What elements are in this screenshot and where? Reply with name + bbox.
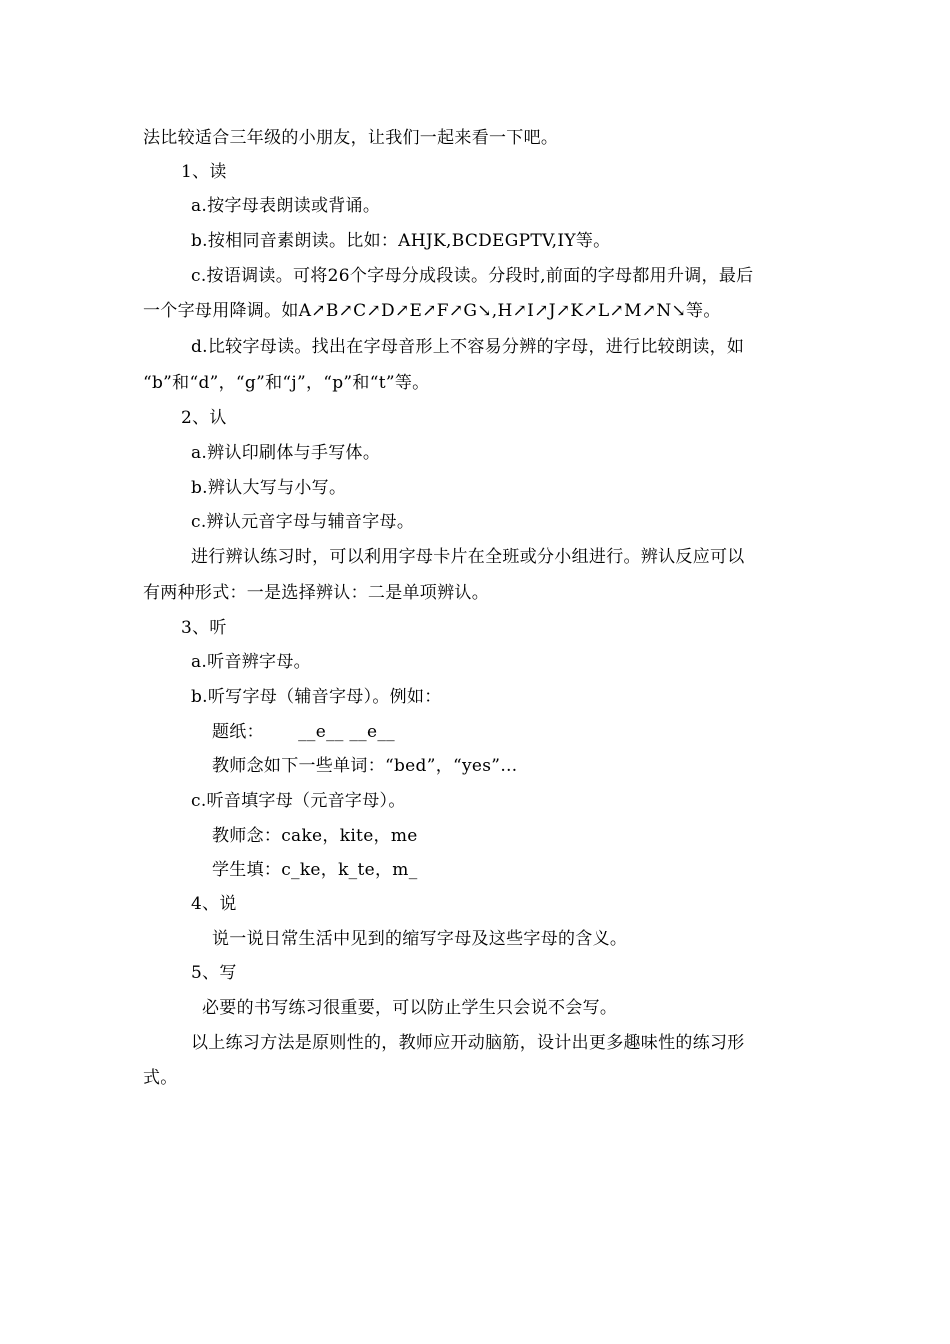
list-item-read-b: b.按相同音素朗读。比如：AHJK,BCDEGPTV,IY等。: [191, 231, 611, 251]
list-item-recognize-a: a.辨认印刷体与手写体。: [191, 443, 381, 463]
list-item-listen-a: a.听音辨字母。: [191, 652, 311, 672]
list-item-read-c-line2: 一个字母用降调。如A↗B↗C↗D↗E↗F↗G↘,H↗I↗J↗K↗L↗M↗N↘等。: [143, 301, 721, 321]
paragraph-intro-continuation: 法比较适合三年级的小朋友，让我们一起来看一下吧。: [143, 128, 559, 148]
paragraph-conclusion-line1: 以上练习方法是原则性的，教师应开动脑筋，设计出更多趣味性的练习形: [191, 1033, 745, 1053]
list-item-read-d-line1: d.比较字母读。找出在字母音形上不容易分辨的字母，进行比较朗读，如: [191, 337, 745, 357]
example-question-paper: 题纸： __e__ __e__: [212, 722, 395, 742]
section-heading-read: 1、读: [181, 162, 227, 182]
list-item-listen-b: b.听写字母（辅音字母）。例如：: [191, 687, 442, 707]
list-item-listen-c: c.听音填字母（元音字母）。: [191, 791, 406, 811]
section-heading-speak: 4、说: [191, 894, 237, 914]
paragraph-recognize-line1: 进行辨认练习时，可以利用字母卡片在全班或分小组进行。辨认反应可以: [191, 547, 745, 567]
paragraph-speak: 说一说日常生活中见到的缩写字母及这些字母的含义。: [212, 929, 628, 949]
paragraph-conclusion-line2: 式。: [143, 1068, 178, 1088]
section-heading-recognize: 2、认: [181, 408, 227, 428]
section-heading-listen: 3、听: [181, 618, 227, 638]
list-item-recognize-c: c.辨认元音字母与辅音字母。: [191, 512, 415, 532]
list-item-read-c-line1: c.按语调读。可将26个字母分成段读。分段时,前面的字母都用升调，最后: [191, 266, 754, 286]
example-teacher-words: 教师念如下一些单词：“bed”，“yes”…: [212, 756, 518, 776]
list-item-read-d-line2: “b”和“d”，“g”和“j”，“p”和“t”等。: [143, 373, 430, 393]
list-item-recognize-b: b.辨认大写与小写。: [191, 478, 347, 498]
paragraph-recognize-line2: 有两种形式：一是选择辨认：二是单项辨认。: [143, 583, 489, 603]
example-student-fills: 学生填：c_ke，k_te，m_: [212, 860, 418, 880]
list-item-read-a: a.按字母表朗读或背诵。: [191, 196, 381, 216]
example-teacher-reads: 教师念：cake，kite，me: [212, 826, 418, 846]
paragraph-write: 必要的书写练习很重要，可以防止学生只会说不会写。: [202, 998, 618, 1018]
section-heading-write: 5、写: [191, 963, 237, 983]
